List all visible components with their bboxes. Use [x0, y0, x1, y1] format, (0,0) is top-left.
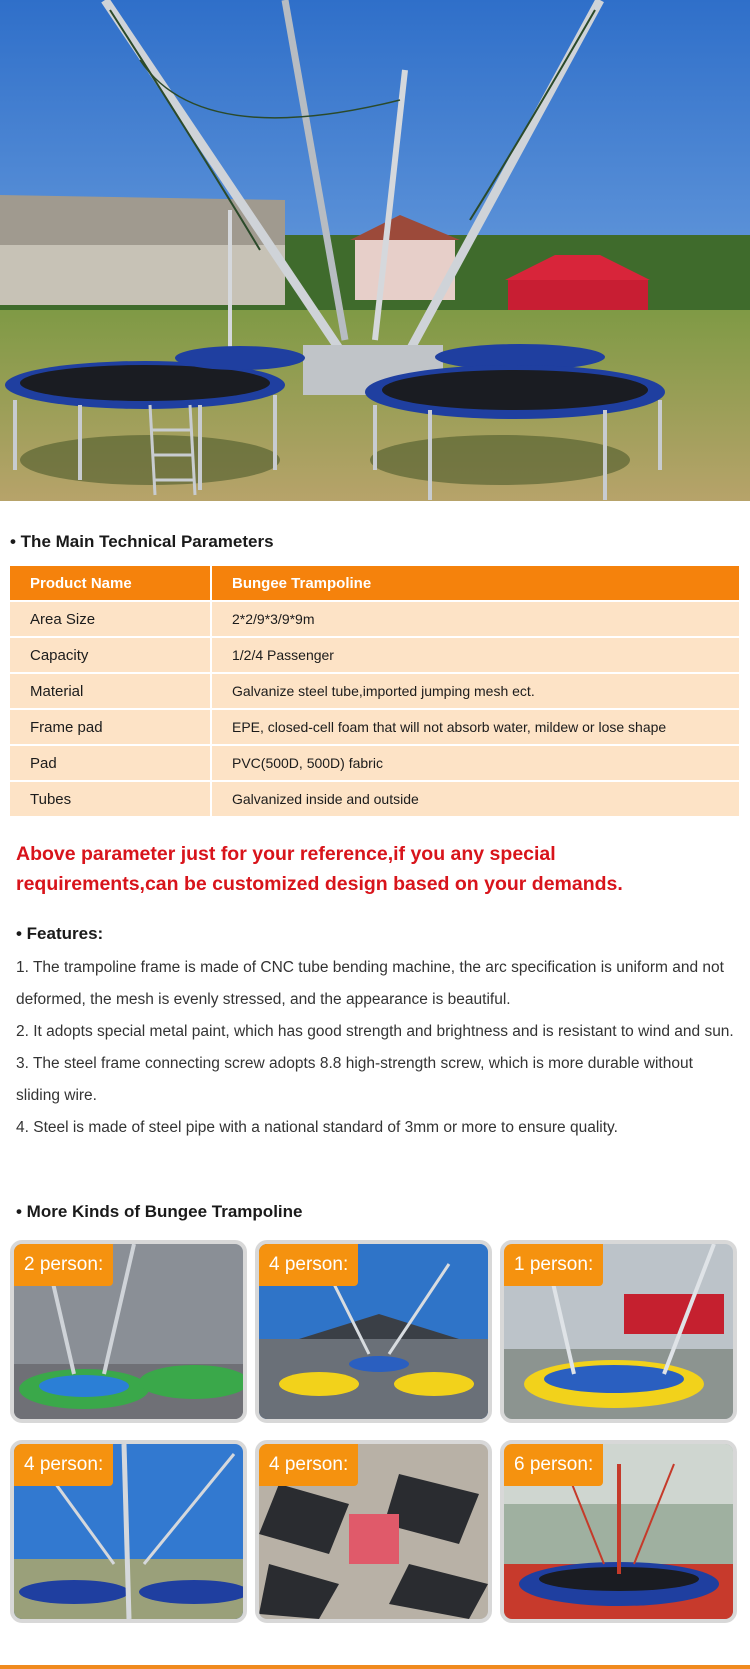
- param-value: Galvanized inside and outside: [212, 782, 739, 818]
- features-section: [16, 920, 736, 1144]
- param-value: Galvanize steel tube,imported jumping mesh ect.: [212, 674, 739, 710]
- params-header-value: Bungee Trampoline: [212, 566, 739, 602]
- params-header-key: Product Name: [10, 566, 212, 602]
- gallery-tile[interactable]: [255, 1440, 492, 1623]
- param-value: EPE, closed-cell foam that will not absorb water, mildew or lose shape: [212, 710, 739, 746]
- param-value: PVC(500D, 500D) fabric: [212, 746, 739, 782]
- tile-label: 2 person:: [14, 1244, 113, 1286]
- params-row: [10, 746, 739, 782]
- gallery-tile[interactable]: [10, 1440, 247, 1623]
- params-row: [10, 602, 739, 638]
- params-row: [10, 674, 739, 710]
- gallery-tile[interactable]: [10, 1240, 247, 1423]
- param-key: Pad: [10, 746, 212, 782]
- tile-label: 6 person:: [504, 1444, 603, 1486]
- param-key: Tubes: [10, 782, 212, 818]
- hero-photo: [0, 0, 750, 501]
- tile-label: 4 person:: [259, 1444, 358, 1486]
- params-header-row: [10, 566, 739, 602]
- param-key: Frame pad: [10, 710, 212, 746]
- params-row: [10, 710, 739, 746]
- feature-item: 2. It adopts special metal paint, which has good strength and brightness and is resistant to wind and sun.: [16, 1023, 734, 1040]
- param-key: Capacity: [10, 638, 212, 674]
- feature-item: 4. Steel is made of steel pipe with a national standard of 3mm or more to ensure quality.: [16, 1119, 618, 1136]
- footer-divider: [0, 1665, 750, 1669]
- params-row: [10, 638, 739, 674]
- gallery-title: • More Kinds of Bungee Trampoline: [16, 1202, 303, 1221]
- feature-item: 3. The steel frame connecting screw adopts 8.8 high-strength screw, which is more durable without sliding wire.: [16, 1055, 693, 1104]
- param-value: 1/2/4 Passenger: [212, 638, 739, 674]
- features-title: • Features:: [16, 924, 104, 943]
- gallery-tile[interactable]: [500, 1440, 737, 1623]
- param-key: Material: [10, 674, 212, 710]
- param-value: 2*2/9*3/9*9m: [212, 602, 739, 638]
- customization-notice: Above parameter just for your reference,if you any special requirements,can be customized design based on your demands.: [16, 843, 623, 895]
- tile-label: 4 person:: [14, 1444, 113, 1486]
- gallery-tile[interactable]: [255, 1240, 492, 1423]
- tile-label: 1 person:: [504, 1244, 603, 1286]
- param-key: Area Size: [10, 602, 212, 638]
- feature-item: 1. The trampoline frame is made of CNC tube bending machine, the arc specification is uniform and not deformed, the mesh is evenly stressed, and the appearance is beautiful.: [16, 959, 724, 1008]
- gallery-tile[interactable]: [500, 1240, 737, 1423]
- params-row: [10, 782, 739, 818]
- params-title: • The Main Technical Parameters: [10, 532, 274, 551]
- params-table: [10, 566, 739, 818]
- tile-label: 4 person:: [259, 1244, 358, 1286]
